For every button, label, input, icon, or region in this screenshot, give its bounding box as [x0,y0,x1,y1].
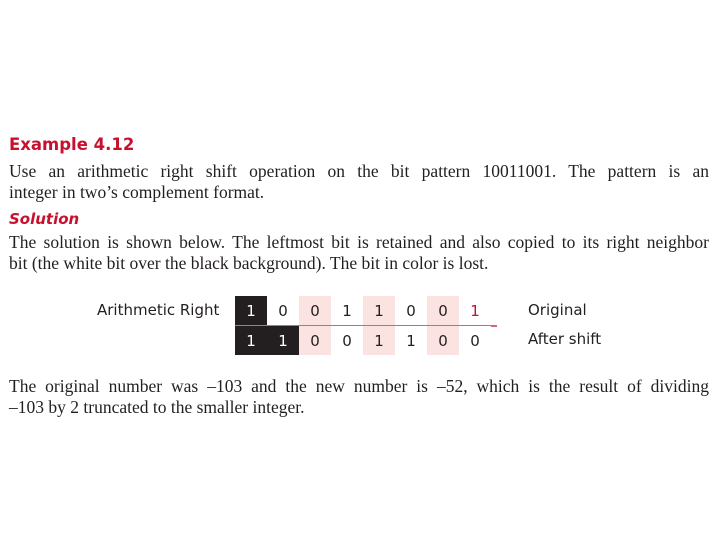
after-bit-7: 0 [427,326,459,355]
solution-line-2: bit (the white bit over the black background). The bit in color is lost. [9,253,489,273]
result-line-2: –103 by 2 truncated to the smaller integer. [9,397,305,417]
after-bit-3: 0 [299,326,331,355]
problem-line-1: Use an arithmetic right shift operation on the bit pattern 10011001. The pattern is an [9,161,709,181]
after-bit-1: 1 [235,326,267,355]
original-bit-6: 0 [395,296,427,325]
after-shift-label: After shift [528,330,602,348]
result-line-1: The original number was –103 and the new number is –52, which is the result of dividing [9,376,709,396]
original-bit-7: 0 [427,296,459,325]
after-shift-bit-row [235,326,491,355]
problem-statement [9,161,709,203]
original-bit-5: 1 [363,296,395,325]
solution-text [9,232,709,274]
original-bit-4: 1 [331,296,363,325]
original-bit-row [235,296,491,325]
original-bit-3: 0 [299,296,331,325]
solution-heading: Solution [9,210,80,228]
after-bit-4: 0 [331,326,363,355]
result-text [9,376,709,418]
after-bit-8: 0 [459,326,491,355]
original-bit-2: 0 [267,296,299,325]
original-bit-1: 1 [235,296,267,325]
after-bit-2: 1 [267,326,299,355]
operation-label: Arithmetic Right [97,301,220,319]
example-title: Example 4.12 [9,135,135,154]
problem-line-2: integer in two’s complement format. [9,182,265,202]
after-bit-5: 1 [363,326,395,355]
original-label: Original [528,301,587,319]
solution-line-1: The solution is shown below. The leftmost bit is retained and also copied to its right neighbor [9,232,709,252]
after-bit-6: 1 [395,326,427,355]
lost-bit: 1 [459,296,491,325]
